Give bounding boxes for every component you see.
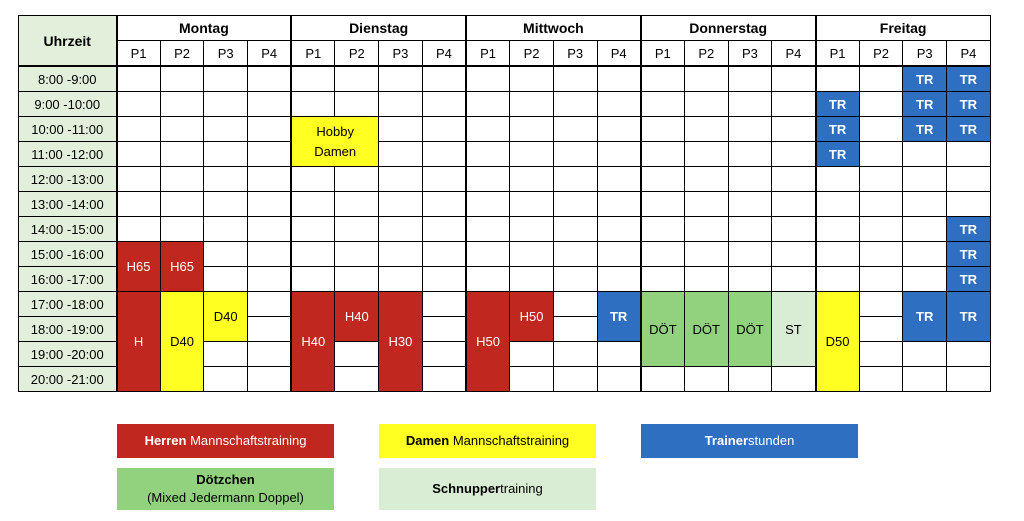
booking-trainer: TR [947,92,991,117]
empty-slot [160,92,204,117]
time-label: 12:00 -13:00 [19,167,117,192]
court-header: P3 [553,41,597,67]
court-header: P3 [728,41,772,67]
empty-slot [466,192,510,217]
court-schedule-table [18,15,991,392]
empty-slot [204,367,248,392]
empty-slot [816,217,860,242]
empty-slot [510,142,554,167]
empty-slot [335,242,379,267]
empty-slot [510,192,554,217]
empty-slot [772,267,816,292]
time-row [19,167,991,192]
empty-slot [291,217,335,242]
day-header: Montag [117,16,292,41]
empty-slot [466,142,510,167]
empty-slot [641,167,685,192]
empty-slot [553,242,597,267]
empty-slot [772,217,816,242]
booking-trainer: TR [947,267,991,292]
legend-damen-text: Mannschaftstraining [449,433,570,448]
empty-slot [510,66,554,92]
day-header: Donnerstag [641,16,816,41]
booking-trainer: TR [903,117,947,142]
court-header: P1 [816,41,860,67]
time-label: 8:00 -9:00 [19,66,117,92]
empty-slot [204,242,248,267]
empty-slot [553,342,597,367]
booking-damen: Hobby Damen [291,117,378,167]
court-header-row [19,41,991,67]
empty-slot [947,142,991,167]
booking-trainer: TR [947,242,991,267]
empty-slot [553,367,597,392]
empty-slot [422,117,466,142]
empty-slot [335,192,379,217]
empty-slot [597,117,641,142]
empty-slot [422,317,466,342]
empty-slot [553,117,597,142]
time-row [19,292,991,317]
empty-slot [379,167,423,192]
empty-slot [903,367,947,392]
empty-slot [335,92,379,117]
booking-herren: H40 [291,292,335,392]
empty-slot [248,167,292,192]
empty-slot [553,267,597,292]
empty-slot [772,192,816,217]
empty-slot [422,217,466,242]
court-header: P4 [597,41,641,67]
empty-slot [466,117,510,142]
booking-trainer: TR [947,217,991,242]
day-header-row [19,16,991,41]
booking-trainer: TR [903,292,947,342]
court-header: P2 [160,41,204,67]
court-header: P4 [947,41,991,67]
legend-damen-bold: Damen [405,433,450,448]
empty-slot [772,242,816,267]
empty-slot [510,117,554,142]
empty-slot [160,117,204,142]
legend-schnupper-bold: Schnupper [432,481,501,496]
time-label: 16:00 -17:00 [19,267,117,292]
empty-slot [859,167,903,192]
empty-slot [204,142,248,167]
empty-slot [859,242,903,267]
empty-slot [291,267,335,292]
empty-slot [859,92,903,117]
empty-slot [379,267,423,292]
empty-slot [597,142,641,167]
empty-slot [903,342,947,367]
empty-slot [204,267,248,292]
empty-slot [248,317,292,342]
empty-slot [859,317,903,342]
empty-slot [903,217,947,242]
booking-trainer: TR [947,66,991,92]
court-header: P1 [117,41,161,67]
time-row [19,66,991,92]
empty-slot [510,367,554,392]
empty-slot [641,367,685,392]
empty-slot [117,192,161,217]
empty-slot [553,317,597,342]
booking-damen: D40 [204,292,248,342]
empty-slot [422,292,466,317]
booking-herren: H65 [160,242,204,292]
booking-trainer: TR [947,117,991,142]
empty-slot [117,66,161,92]
empty-slot [204,66,248,92]
booking-trainer: TR [947,292,991,342]
time-row [19,192,991,217]
booking-herren: H50 [466,292,510,392]
empty-slot [291,242,335,267]
empty-slot [379,142,423,167]
empty-slot [684,142,728,167]
empty-slot [641,217,685,242]
empty-slot [684,167,728,192]
day-header: Mittwoch [466,16,641,41]
empty-slot [859,267,903,292]
empty-slot [597,66,641,92]
empty-slot [422,267,466,292]
empty-slot [859,367,903,392]
empty-slot [379,192,423,217]
empty-slot [335,66,379,92]
empty-slot [597,367,641,392]
court-header: P4 [422,41,466,67]
empty-slot [422,367,466,392]
empty-slot [204,92,248,117]
booking-trainer: TR [816,92,860,117]
empty-slot [510,242,554,267]
empty-slot [816,167,860,192]
empty-slot [422,167,466,192]
empty-slot [947,367,991,392]
time-row [19,142,991,167]
legend-herren-text: Mannschaftstraining [186,433,307,448]
empty-slot [947,342,991,367]
empty-slot [553,217,597,242]
empty-slot [728,66,772,92]
empty-slot [597,167,641,192]
empty-slot [510,342,554,367]
empty-slot [160,217,204,242]
empty-slot [641,192,685,217]
booking-herren: H50 [510,292,554,342]
empty-slot [859,142,903,167]
empty-slot [553,92,597,117]
empty-slot [160,167,204,192]
legend-schnupper [379,468,596,510]
empty-slot [553,192,597,217]
empty-slot [641,66,685,92]
time-label: 15:00 -16:00 [19,242,117,267]
time-label: 10:00 -11:00 [19,117,117,142]
empty-slot [510,167,554,192]
legend-doetzchen-bold: Dötzchen [196,472,255,487]
empty-slot [553,292,597,317]
empty-slot [379,217,423,242]
legend-schnupper-text: training [500,481,543,496]
booking-trainer: TR [903,92,947,117]
court-header: P4 [772,41,816,67]
empty-slot [422,242,466,267]
empty-slot [641,242,685,267]
empty-slot [728,92,772,117]
empty-slot [772,167,816,192]
empty-slot [859,292,903,317]
court-header: P2 [510,41,554,67]
empty-slot [422,66,466,92]
empty-slot [204,117,248,142]
time-label: 20:00 -21:00 [19,367,117,392]
empty-slot [291,66,335,92]
empty-slot [772,142,816,167]
court-header: P2 [859,41,903,67]
empty-slot [291,192,335,217]
empty-slot [379,242,423,267]
empty-slot [597,242,641,267]
booking-damen: D50 [816,292,860,392]
empty-slot [728,242,772,267]
time-row [19,117,991,142]
empty-slot [117,217,161,242]
empty-slot [553,142,597,167]
empty-slot [335,267,379,292]
empty-slot [859,66,903,92]
empty-slot [597,342,641,367]
empty-slot [728,167,772,192]
empty-slot [248,92,292,117]
empty-slot [379,66,423,92]
empty-slot [728,267,772,292]
empty-slot [816,192,860,217]
empty-slot [597,267,641,292]
booking-trainer: TR [597,292,641,342]
empty-slot [204,342,248,367]
day-header: Dienstag [291,16,466,41]
empty-slot [422,342,466,367]
legend-damen [379,424,596,458]
court-header: P1 [466,41,510,67]
empty-slot [248,142,292,167]
empty-slot [248,267,292,292]
empty-slot [510,92,554,117]
empty-slot [816,66,860,92]
empty-slot [947,192,991,217]
booking-doetzchen: DÖT [641,292,685,367]
empty-slot [204,192,248,217]
empty-slot [379,92,423,117]
empty-slot [641,117,685,142]
empty-slot [160,66,204,92]
empty-slot [160,142,204,167]
empty-slot [422,92,466,117]
empty-slot [903,267,947,292]
empty-slot [117,142,161,167]
empty-slot [553,66,597,92]
empty-slot [728,217,772,242]
empty-slot [510,217,554,242]
empty-slot [684,92,728,117]
court-header: P3 [903,41,947,67]
time-row [19,92,991,117]
court-header: P1 [641,41,685,67]
empty-slot [466,267,510,292]
empty-slot [684,66,728,92]
empty-slot [335,342,379,367]
empty-slot [335,167,379,192]
time-label: 18:00 -19:00 [19,317,117,342]
empty-slot [772,66,816,92]
legend-herren [117,424,334,458]
time-label: 9:00 -10:00 [19,92,117,117]
empty-slot [684,217,728,242]
time-label: 11:00 -12:00 [19,142,117,167]
empty-slot [728,192,772,217]
empty-slot [859,117,903,142]
court-header: P3 [379,41,423,67]
booking-damen: D40 [160,292,204,392]
empty-slot [859,342,903,367]
empty-slot [248,217,292,242]
time-row [19,217,991,242]
legend-doetzchen-text: (Mixed Jedermann Doppel) [147,490,304,505]
legend-trainer [641,424,858,458]
empty-slot [903,192,947,217]
empty-slot [335,367,379,392]
empty-slot [335,217,379,242]
empty-slot [772,92,816,117]
legend-doetzchen [117,468,334,510]
empty-slot [248,117,292,142]
empty-slot [859,217,903,242]
empty-slot [816,267,860,292]
empty-slot [204,217,248,242]
empty-slot [772,117,816,142]
court-header: P3 [204,41,248,67]
time-label: 13:00 -14:00 [19,192,117,217]
empty-slot [553,167,597,192]
time-row [19,242,991,267]
empty-slot [597,217,641,242]
empty-slot [291,167,335,192]
empty-slot [117,92,161,117]
empty-slot [684,242,728,267]
empty-slot [204,167,248,192]
empty-slot [597,192,641,217]
empty-slot [117,117,161,142]
court-header: P4 [248,41,292,67]
booking-doetzchen: DÖT [728,292,772,367]
legend-herren-bold: Herren [144,433,187,448]
empty-slot [641,92,685,117]
booking-trainer: TR [816,142,860,167]
empty-slot [859,192,903,217]
empty-slot [466,167,510,192]
court-header: P1 [291,41,335,67]
empty-slot [117,167,161,192]
empty-slot [248,292,292,317]
time-column-header: Uhrzeit [19,16,117,67]
empty-slot [466,242,510,267]
empty-slot [597,92,641,117]
booking-herren: H65 [117,242,161,292]
empty-slot [466,66,510,92]
court-header: P2 [335,41,379,67]
empty-slot [816,242,860,267]
legend-trainer-bold: Trainer [704,433,749,448]
time-label: 14:00 -15:00 [19,217,117,242]
empty-slot [684,117,728,142]
time-label: 17:00 -18:00 [19,292,117,317]
booking-herren: H40 [335,292,379,342]
empty-slot [379,117,423,142]
empty-slot [641,267,685,292]
empty-slot [641,142,685,167]
booking-trainer: TR [816,117,860,142]
empty-slot [248,66,292,92]
empty-slot [903,142,947,167]
empty-slot [684,367,728,392]
legend-trainer-text: stunden [748,433,795,448]
day-header: Freitag [816,16,991,41]
booking-herren: H30 [379,292,423,392]
empty-slot [466,217,510,242]
empty-slot [728,117,772,142]
booking-trainer: TR [903,66,947,92]
empty-slot [684,267,728,292]
court-header: P2 [684,41,728,67]
empty-slot [248,242,292,267]
empty-slot [248,342,292,367]
booking-schnupper: ST [772,292,816,367]
booking-doetzchen: DÖT [684,292,728,367]
empty-slot [903,167,947,192]
empty-slot [728,367,772,392]
booking-herren: H [117,292,161,392]
empty-slot [772,367,816,392]
empty-slot [422,142,466,167]
empty-slot [248,192,292,217]
empty-slot [248,367,292,392]
empty-slot [510,267,554,292]
time-label: 19:00 -20:00 [19,342,117,367]
empty-slot [903,242,947,267]
empty-slot [422,192,466,217]
empty-slot [291,92,335,117]
empty-slot [466,92,510,117]
empty-slot [160,192,204,217]
empty-slot [728,142,772,167]
empty-slot [947,167,991,192]
empty-slot [684,192,728,217]
